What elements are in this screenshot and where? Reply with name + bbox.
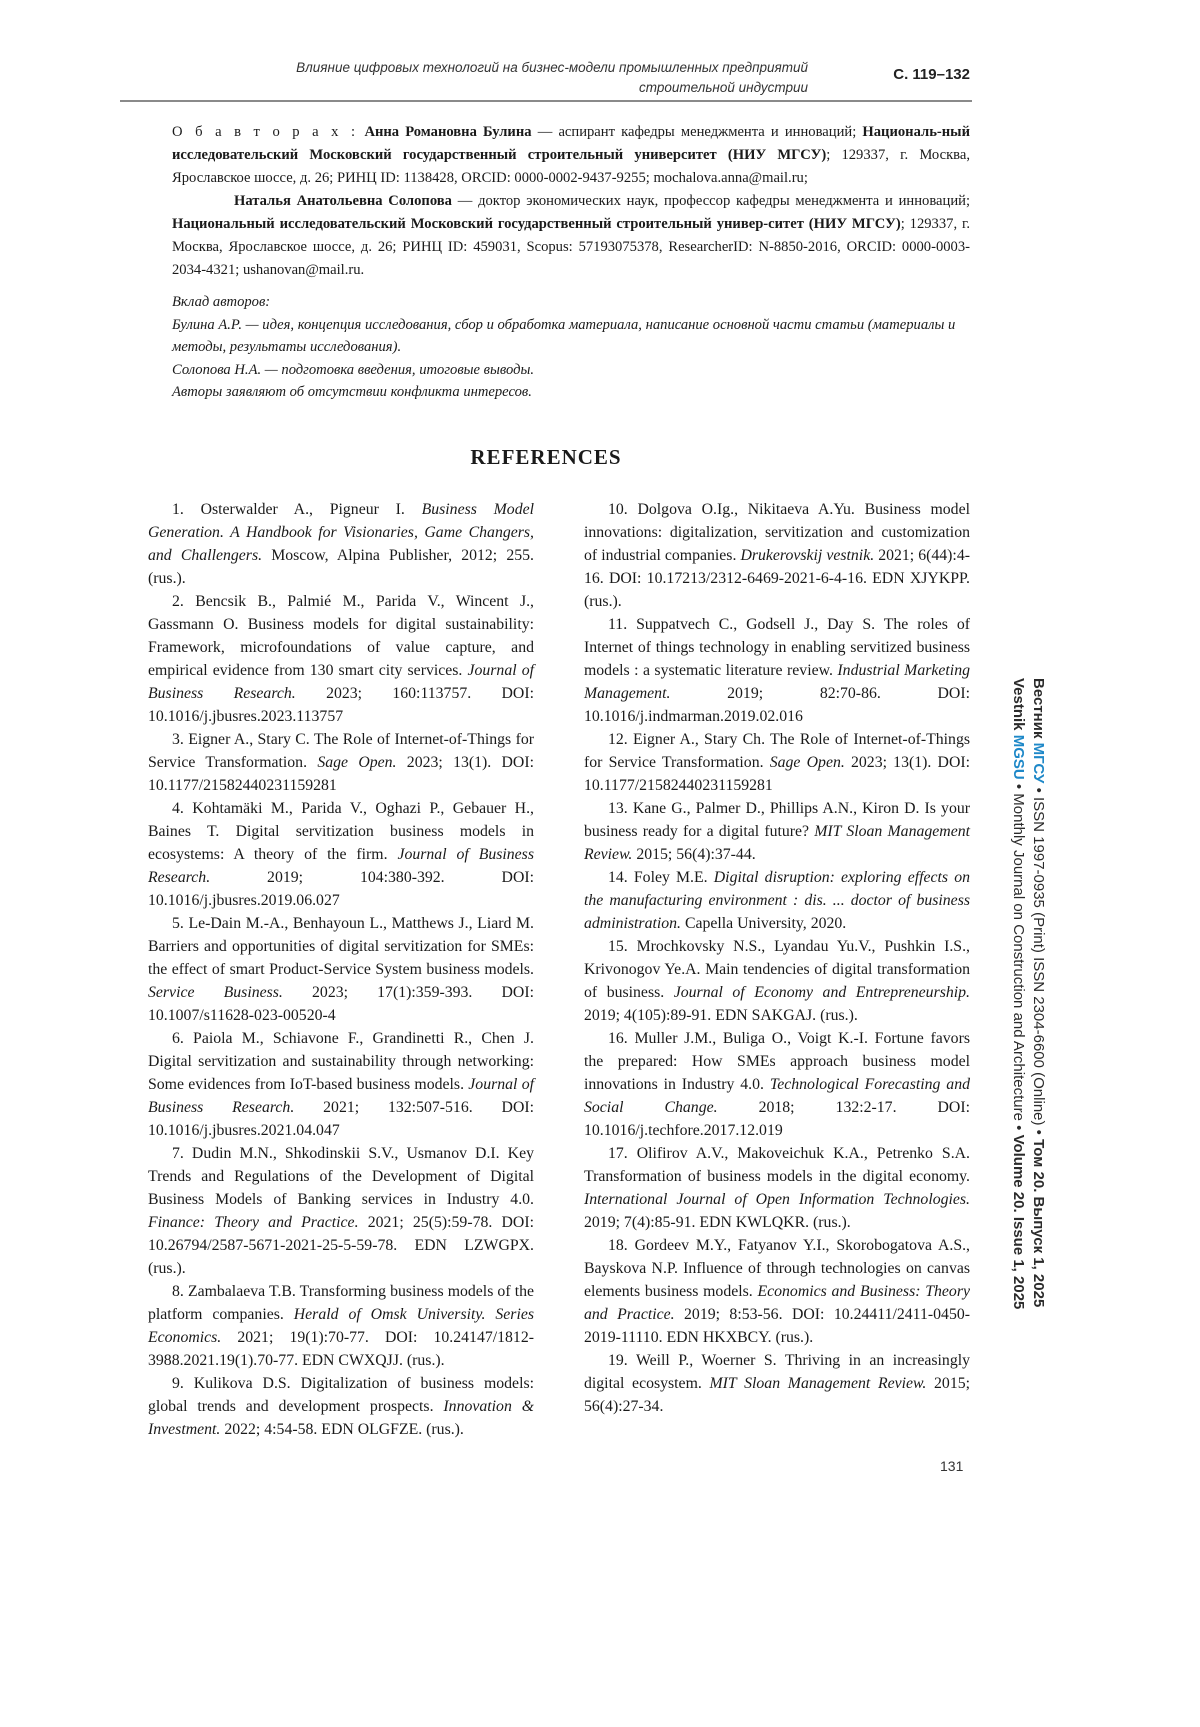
sidebar-volume-ru: Том 20. Выпуск 1, 2025 <box>1030 1139 1047 1308</box>
reference-item <box>584 935 970 1027</box>
reference-details: 2023; 13(1). DOI: 10.1177/21582440231159281 <box>584 754 970 794</box>
reference-item <box>584 866 970 935</box>
reference-source: Drukerovskij vestnik. <box>740 547 875 564</box>
reference-item <box>148 728 534 797</box>
reference-item <box>148 1372 534 1441</box>
header-pages: С. 119–132 <box>893 66 970 83</box>
reference-authors-title: 12. Eigner A., Stary Ch. The Role of Internet-of-Things for Service Transformation. <box>584 731 970 771</box>
conflict-statement: Авторы заявляют об отсутствии конфликта интересов. <box>172 384 532 400</box>
reference-source: Finance: Theory and Practice. <box>148 1214 359 1231</box>
reference-source: Innovation & Investment. <box>148 1398 534 1438</box>
reference-source: MIT Sloan Management Review. <box>709 1375 927 1392</box>
author2-affiliation: Национальный исследовательский Московский государственный строительный универ-ситет (НИУ МГСУ) <box>172 216 901 232</box>
reference-item <box>148 797 534 912</box>
page-number: 131 <box>940 1458 964 1474</box>
reference-details: 2019; 104:380-392. DOI: 10.1016/j.jbusres.2019.06.027 <box>148 869 534 909</box>
reference-authors-title: 10. Dolgova O.Ig., Nikitaeva A.Yu. Business model innovations: digitalization, servitization and customization of industrial companies. <box>584 501 970 564</box>
references-column-left <box>148 498 534 1441</box>
reference-item <box>584 1142 970 1234</box>
reference-item <box>148 1280 534 1372</box>
sidebar-journal-en: Vestnik <box>1010 678 1027 735</box>
reference-item <box>148 1142 534 1280</box>
reference-authors-title: 11. Suppatvech C., Godsell J., Day S. The roles of Internet of things technology in enabling servitized business models : a systematic literature review. <box>584 616 970 679</box>
reference-details: 2021; 19(1):70-77. DOI: 10.24147/1812-3988.2021.19(1).70-77. EDN CWXQJJ. (rus.). <box>148 1329 534 1369</box>
reference-details: 2015; 56(4):27-34. <box>584 1375 970 1415</box>
reference-authors-title: 3. Eigner A., Stary C. The Role of Internet-of-Things for Service Transformation. <box>148 731 534 771</box>
author2-name: Наталья Анатольевна Солопова <box>234 193 452 209</box>
reference-details: 2019; 82:70-86. DOI: 10.1016/j.indmarman.2019.02.016 <box>584 685 970 725</box>
header-title-line1: Влияние цифровых технологий на бизнес-модели промышленных предприятий <box>296 60 808 75</box>
reference-source: Digital disruption: exploring effects on the manufacturing environment : dis. ... doctor of business administration. <box>584 869 971 932</box>
author-contributions <box>172 291 970 404</box>
reference-details: 2019; 4(105):89-91. EDN SAKGAJ. (rus.). <box>584 1007 858 1024</box>
references-heading: REFERENCES <box>470 445 622 469</box>
reference-authors-title: 13. Kane G., Palmer D., Phillips A.N., Kiron D. Is your business ready for a digital future? <box>584 800 970 840</box>
reference-source: Business Model Generation. A Handbook for Visionaries, Game Changers, and Challengers. <box>148 501 534 564</box>
reference-details: 2019; 7(4):85-91. EDN KWLQKR. (rus.). <box>584 1214 851 1231</box>
reference-source: Sage Open. <box>769 754 845 771</box>
reference-source: International Journal of Open Information Technologies. <box>584 1191 970 1208</box>
reference-item <box>148 1027 534 1142</box>
reference-item <box>584 613 970 728</box>
author2-address: ; 129337, г. Москва, Ярославское шоссе, д. 26; РИНЦ ID: 459031, Scopus: 57193075378, ResearcherID: N-8850-2016, ORCID: 0000-0003-2034-4321; ushanovan@mail.ru. <box>172 216 970 278</box>
reference-authors-title: 1. Osterwalder A., Pigneur I. <box>172 501 422 518</box>
about-authors-label: О б а в т о р а х : <box>172 124 359 140</box>
reference-details: 2023; 17(1):359-393. DOI: 10.1007/s11628-023-00520-4 <box>148 984 534 1024</box>
reference-authors-title: 17. Olifirov A.V., Makoveichuk K.A., Petrenko S.A. Transformation of business models in the digital economy. <box>584 1145 970 1185</box>
reference-authors-title: 19. Weill P., Woerner S. Thriving in an increasingly digital ecosystem. <box>584 1352 970 1392</box>
reference-item <box>584 1349 970 1418</box>
about-authors <box>172 121 970 282</box>
reference-authors-title: 16. Muller J.M., Buliga O., Voigt K.-I. Fortune favors the prepared: How SMEs approach business model innovations in Industry 4.0. <box>584 1030 970 1093</box>
author1-name: Анна Романовна Булина <box>364 124 532 140</box>
reference-authors-title: 15. Mrochkovsky N.S., Lyandau Yu.V., Pushkin I.S., Krivonogov Ye.A. Main tendencies of digital transformation of business. <box>584 938 970 1001</box>
reference-authors-title: 14. Foley M.E. <box>608 869 714 886</box>
reference-source: Industrial Marketing Management. <box>584 662 970 702</box>
reference-item <box>584 1234 970 1349</box>
reference-item <box>148 912 534 1027</box>
reference-source: Journal of Business Research. <box>148 846 534 886</box>
reference-item <box>584 1027 970 1142</box>
sidebar-line-en <box>1008 678 1028 1418</box>
reference-authors-title: 18. Gordeev M.Y., Fatyanov Y.I., Skorobogatova A.S., Bayskova N.P. Influence of through technologies on canvas elements business models. <box>584 1237 970 1300</box>
sidebar-issn: • ISSN 1997-0935 (Print) ISSN 2304-6600 (Online) • <box>1030 783 1047 1140</box>
reference-item <box>148 498 534 590</box>
reference-details: 2021; 25(5):59-78. DOI: 10.26794/2587-5671-2021-25-5-59-78. EDN LZWGPX. (rus.). <box>148 1214 534 1277</box>
reference-source: Journal of Economy and Entrepreneurship. <box>673 984 971 1001</box>
reference-authors-title: 4. Kohtamäki M., Parida V., Oghazi P., Gebauer H., Baines T. Digital servitization business models in ecosystems: A theory of the firm. <box>148 800 534 863</box>
header-divider <box>120 100 972 102</box>
author1-position: — аспирант кафедры менеджмента и инноваций; <box>531 124 863 140</box>
header-title <box>208 58 808 98</box>
reference-details: 2015; 56(4):37-44. <box>632 846 756 863</box>
reference-details: Capella University, 2020. <box>681 915 847 932</box>
author1-address: ; 129337, г. Москва, Ярославское шоссе, д. 26; РИНЦ ID: 1138428, ORCID: 0000-0002-9437-9255; mochalova.anna@mail.ru; <box>172 147 970 186</box>
reference-source: Sage Open. <box>317 754 397 771</box>
contributions-heading: Вклад авторов: <box>172 294 271 310</box>
reference-details: 2022; 4:54-58. EDN OLGFZE. (rus.). <box>220 1421 464 1438</box>
reference-authors-title: 8. Zambalaeva T.B. Transforming business models of the platform companies. <box>148 1283 534 1323</box>
reference-authors-title: 9. Kulikova D.S. Digitalization of business models: global trends and development prospects. <box>148 1375 534 1415</box>
reference-source: MIT Sloan Management Review. <box>584 823 970 863</box>
sidebar-mgsu-en: MGSU <box>1010 734 1027 780</box>
reference-details: Moscow, Alpina Publisher, 2012; 255. (rus.). <box>148 547 534 587</box>
contribution-line: Булина А.Р. — идея, концепция исследования, сбор и обработка материала, написание основной части статьи (материалы и методы, результаты исследования). <box>172 316 956 355</box>
reference-item <box>584 797 970 866</box>
running-header <box>120 58 970 100</box>
reference-details: 2021; 6(44):4-16. DOI: 10.17213/2312-6469-2021-6-4-16. EDN XJYKPP. (rus.). <box>584 547 970 610</box>
reference-item <box>584 728 970 797</box>
reference-authors-title: 7. Dudin M.N., Shkodinskii S.V., Usmanov D.I. Key Trends and Regulations of the Development of Digital Business Models of Banking services in Industry 4.0. <box>148 1145 534 1208</box>
reference-source: Herald of Omsk University. Series Economics. <box>148 1306 534 1346</box>
reference-source: Economics and Business: Theory and Practice. <box>584 1283 970 1323</box>
reference-authors-title: 2. Bencsik B., Palmié M., Parida V., Wincent J., Gassmann O. Business models for digital sustainability: Framework, microfoundations of value capture, and empirical evidence from 130 smart city services. <box>148 593 534 679</box>
reference-source: Journal of Business Research. <box>148 1076 534 1116</box>
header-title-line2: строительной индустрии <box>639 80 808 95</box>
references-column-right <box>584 498 970 1418</box>
sidebar-description: • Monthly Journal on Construction and Architecture • <box>1010 779 1027 1135</box>
author2-position: — доктор экономических наук, профессор кафедры менеджмента и инноваций; <box>451 193 970 209</box>
reference-authors-title: 6. Paiola M., Schiavone F., Grandinetti R., Chen J. Digital servitization and sustainability through networking: Some evidences from IoT-based business models. <box>148 1030 534 1093</box>
reference-details: 2019; 8:53-56. DOI: 10.24411/2411-0450-2019-11110. EDN HKXBCY. (rus.). <box>584 1306 971 1346</box>
reference-details: 2023; 160:113757. DOI: 10.1016/j.jbusres.2023.113757 <box>148 685 534 725</box>
journal-sidebar <box>1008 678 1047 1418</box>
reference-item <box>148 590 534 728</box>
reference-source: Journal of Business Research. <box>148 662 534 702</box>
sidebar-line-ru <box>1028 678 1048 1418</box>
reference-source: Service Business. <box>148 984 283 1001</box>
reference-authors-title: 5. Le-Dain M.-A., Benhayoun L., Matthews J., Liard M. Barriers and opportunities of digital servitization for SMEs: the effect of smart Product-Service System business models. <box>148 915 534 978</box>
reference-source: Technological Forecasting and Social Change. <box>584 1076 970 1116</box>
contribution-line: Солопова Н.А. — подготовка введения, итоговые выводы. <box>172 361 535 378</box>
reference-details: 2023; 13(1). DOI: 10.1177/21582440231159281 <box>148 754 534 794</box>
sidebar-volume-en: Volume 20. Issue 1, 2025 <box>1010 1134 1027 1310</box>
reference-item <box>584 498 970 613</box>
sidebar-journal-ru: Вестник <box>1030 678 1047 743</box>
author1-affiliation: Националь-ный исследовательский Московский государственный строительный университет (НИУ МГСУ) <box>172 124 970 163</box>
reference-details: 2021; 132:507-516. DOI: 10.1016/j.jbusres.2021.04.047 <box>148 1099 534 1139</box>
reference-details: 2018; 132:2-17. DOI: 10.1016/j.techfore.2017.12.019 <box>584 1099 970 1139</box>
sidebar-mgsu-ru: МГСУ <box>1030 742 1047 784</box>
